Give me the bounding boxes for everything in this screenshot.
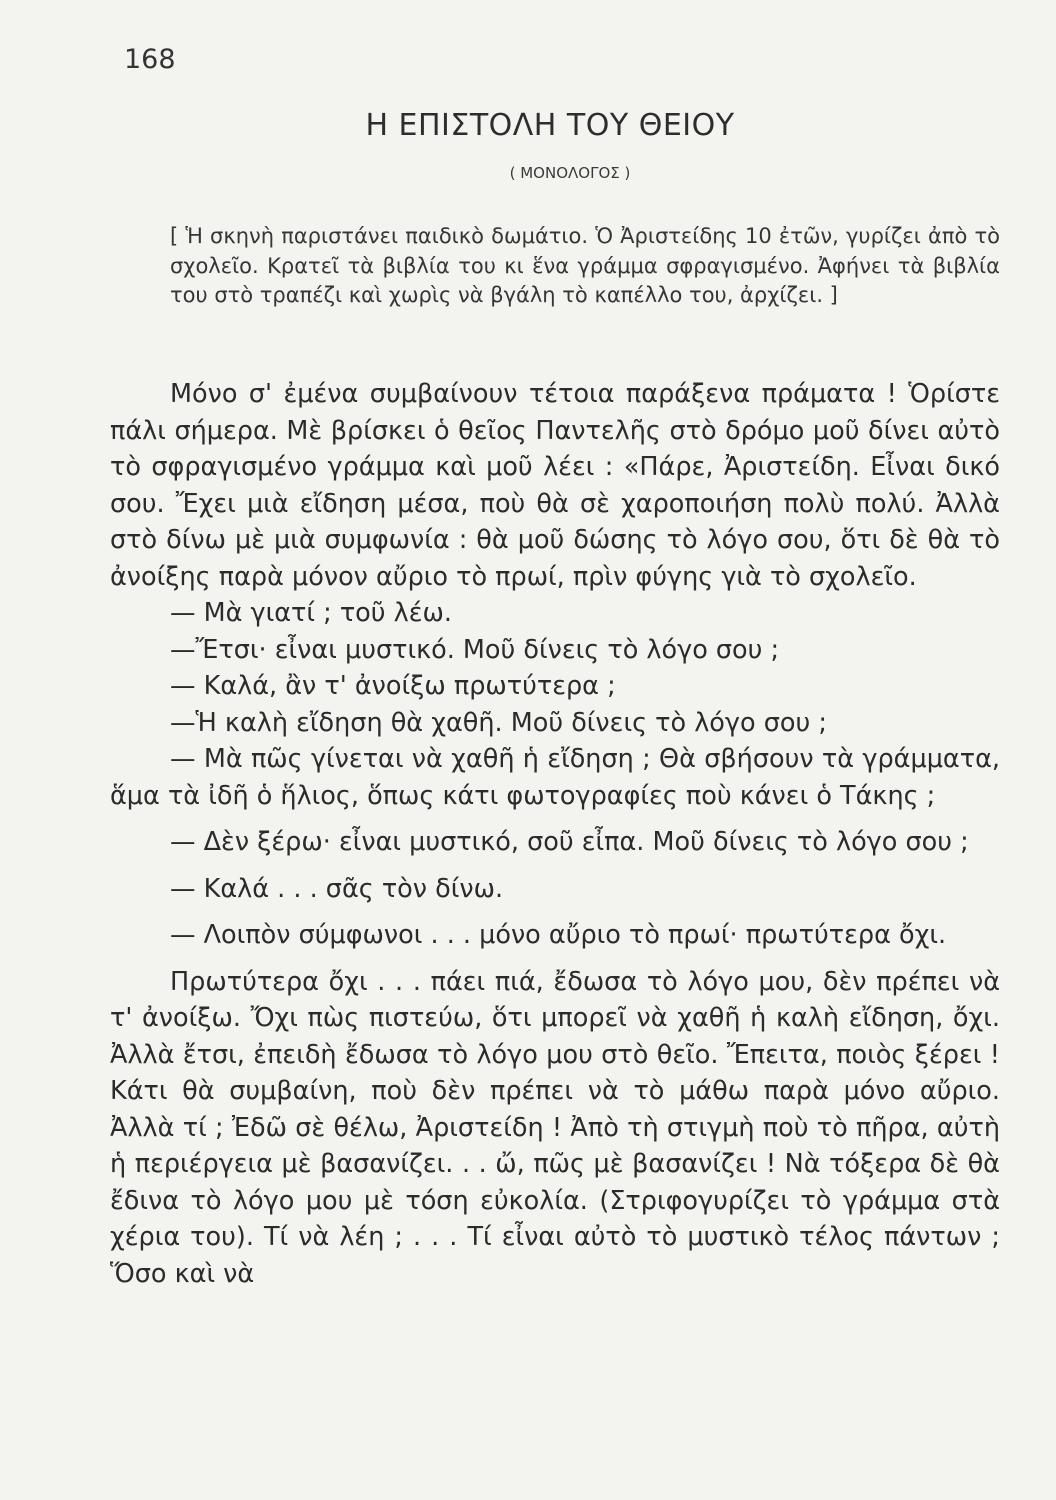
- dialogue-line: — Μὰ γιατί ; τοῦ λέω.: [170, 598, 452, 628]
- dialogue-line: — Λοιπὸν σύμφωνοι . . . μόνο αὔριο τὸ πρωί· πρωτύτερα ὄχι.: [170, 920, 947, 950]
- stage-direction: [ Ἡ σκηνὴ παριστάνει παιδικὸ δωμάτιο. Ὁ Ἀριστείδης 10 ἐτῶν, γυρίζει ἀπὸ τὸ σχολεῖο. Κρατεῖ τὰ βιβλία του κι ἕνα γράμμα σφραγισμένο. Ἀφήνει τὰ βιβλία του στὸ τραπέζι καὶ χωρὶς νὰ βγάλη τὸ καπέλλο του, ἀρχίζει. ]: [170, 224, 1000, 307]
- dialogue-line: — Καλά . . . σᾶς τὸν δίνω.: [170, 873, 504, 904]
- dialogue-line: —Ἡ καλὴ εἴδηση θὰ χαθῆ. Μοῦ δίνεις τὸ λόγο σου ;: [170, 707, 827, 738]
- page-title: Η ΕΠΙΣΤΟΛΗ ΤΟΥ ΘΕΙΟΥ: [365, 108, 735, 143]
- page-subtitle: ( ΜΟΝΟΛΟΓΟΣ ): [509, 164, 631, 182]
- dialogue-line: — Καλά, ἂν τ' ἀνοίξω πρωτύτερα ;: [170, 671, 616, 701]
- dialogue-line: —Ἔτσι· εἶναι μυστικό. Μοῦ δίνεις τὸ λόγο σου ;: [170, 634, 780, 665]
- monologue-body: [110, 376, 1000, 1292]
- dialogue-line: — Μὰ πῶς γίνεται νὰ χαθῆ ἡ εἴδηση ; Θὰ σβήσουν τὰ γράμματα, ἅμα τὰ ἰδῆ ὁ ἥλιος, ὅπως κάτι φωτογραφίες ποὺ κάνει ὁ Τάκης ;: [110, 744, 1000, 811]
- page-number: 168: [124, 44, 176, 75]
- paragraph-opening: Μόνο σ' ἐμένα συμβαίνουν τέτοια παράξενα πράματα ! Ὁρίστε πάλι σήμερα. Μὲ βρίσκει ὁ θεῖος Παντελῆς στὸ δρόμο μοῦ δίνει αὐτὸ τὸ σφραγισμένο γράμμα καὶ μοῦ λέει : «Πάρε, Ἀριστείδη. Εἶναι δικό σου. Ἔχει μιὰ εἴδηση μέσα, ποὺ θὰ σὲ χαροποιήση πολὺ πολύ. Ἀλλὰ στὸ δίνω μὲ μιὰ συμφωνία : θὰ μοῦ δώσης τὸ λόγο σου, ὅτι δὲ θὰ τὸ ἀνοίξης παρὰ μόνον αὔριο τὸ πρωί, πρὶν φύγης γιὰ τὸ σχολεῖο.: [110, 379, 1000, 592]
- paragraph-closing: Πρωτύτερα ὄχι . . . πάει πιά, ἔδωσα τὸ λόγο μου, δὲν πρέπει νὰ τ' ἀνοίξω. Ὄχι πὼς πιστεύω, ὅτι μπορεῖ νὰ χαθῆ ἡ καλὴ εἴδηση, ὄχι. Ἀλλὰ ἔτσι, ἐπειδὴ ἔδωσα τὸ λόγο μου στὸ θεῖο. Ἔπειτα, ποιὸς ξέρει ! Κάτι θὰ συμβαίνη, ποὺ δὲν πρέπει νὰ τὸ μάθω παρὰ μόνο αὔριο. Ἀλλὰ τί ; Ἐδῶ σὲ θέλω, Ἀριστείδη ! Ἀπὸ τὴ στιγμὴ ποὺ τὸ πῆρα, αὐτὴ ἡ περιέργεια μὲ βασανίζει. . . ὤ, πῶς μὲ βασανίζει ! Νὰ τόξερα δὲ θὰ ἔδινα τὸ λόγο μου μὲ τόση εὐκολία. (Στριφογυρίζει τὸ γράμμα στὰ χέρια του). Τί νὰ λέη ; . . . Τί εἶναι αὐτὸ τὸ μυστικὸ τέλος πάντων ; Ὅσο καὶ νὰ: [110, 966, 1000, 1289]
- dialogue-line: — Δὲν ξέρω· εἶναι μυστικό, σοῦ εἶπα. Μοῦ δίνεις τὸ λόγο σου ;: [170, 827, 969, 857]
